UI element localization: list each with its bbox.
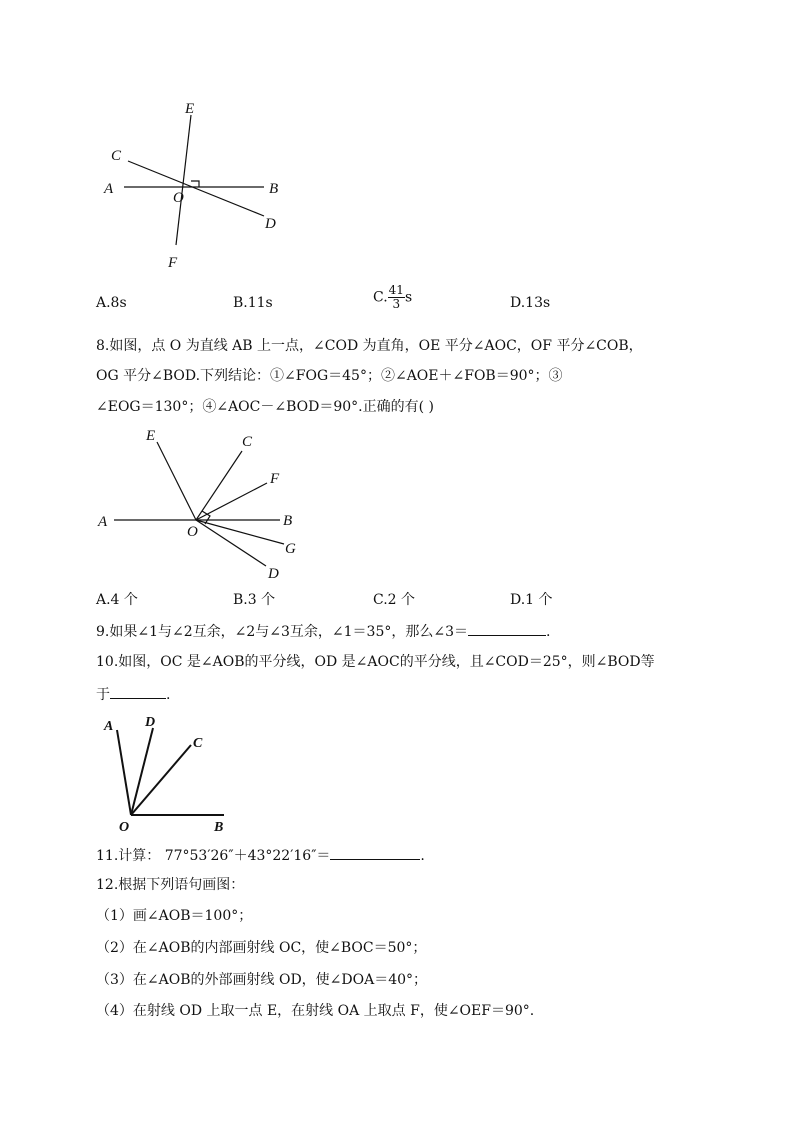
q11-end: . [420,848,425,864]
ray-oa [117,730,131,815]
q10-line-2 [96,684,170,705]
label-a: A [104,181,114,197]
q10-end: . [166,687,171,703]
q8-option-b: B.3 个 [233,592,276,608]
q7-option-a: A.8s [96,295,127,311]
q12-item-2: （2）在∠AOB的内部画射线 OC，使∠BOC＝50°； [96,940,427,956]
label-f: F [270,471,280,487]
fraction [388,284,405,311]
q7-option-c-suffix: s [404,289,413,306]
q10-line-1: 10.如图，OC 是∠AOB的平分线，OD 是∠AOC的平分线，且∠COD＝25°，则∠BOD等 [96,654,655,670]
q9-text: 9.如果∠1与∠2互余，∠2与∠3互余，∠1＝35°，那么∠3＝ [96,624,468,640]
line-cd [128,161,264,216]
q8-option-d: D.1 个 [510,592,553,608]
q8-line-2: OG 平分∠BOD.下列结论：①∠FOG＝45°；②∠AOE＋∠FOB＝90°；③ [96,368,563,384]
q8-option-a: A.4 个 [96,592,138,608]
label-d: D [265,216,276,232]
label-b: B [214,820,224,835]
q8-option-c: C.2 个 [373,592,416,608]
figure-3-diagram [96,712,246,836]
label-d: D [268,566,279,582]
q7-option-c-prefix: C. [373,289,388,306]
q10-answer-blank[interactable] [110,684,166,699]
label-o: O [187,524,198,540]
line-ef [176,115,191,245]
q9-answer-blank[interactable] [468,621,546,636]
ray-og [196,520,284,544]
ray-oc [196,451,242,520]
q9-line [96,621,550,642]
label-c: C [193,736,203,751]
q9-end: . [546,624,551,640]
q8-line-1: 8.如图，点 O 为直线 AB 上一点，∠COD 为直角，OE 平分∠AOC，OF 平分∠COB， [96,338,643,354]
label-b: B [269,181,279,197]
label-e: E [185,101,195,117]
ray-od [196,520,266,566]
q12-item-4: （4）在射线 OD 上取一点 E，在射线 OA 上取点 F，使∠OEF＝90°. [96,1003,535,1019]
fraction-denominator: 3 [392,297,401,311]
figure-2-diagram [96,423,316,585]
fraction-numerator: 41 [388,283,404,297]
q12-title: 12.根据下列语句画图： [96,877,245,893]
q12-item-3: （3）在∠AOB的外部画射线 OD，使∠DOA＝40°； [96,972,428,988]
q8-line-3: ∠EOG＝130°；④∠AOC－∠BOD＝90°.正确的有( ) [96,399,434,415]
label-e: E [146,428,156,444]
q7-option-d: D.13s [510,295,551,311]
q11-answer-blank[interactable] [330,845,420,860]
q10-text-end: 于 [96,687,110,703]
label-d: D [145,715,156,730]
q11-text: 11.计算： 77°53′26″＋43°22′16″＝ [96,848,331,864]
label-a: A [98,514,108,530]
q12-item-1: （1）画∠AOB＝100°； [96,908,253,924]
right-angle-mark [191,181,199,187]
figure-1-diagram [96,95,296,275]
label-f: F [168,255,178,271]
q7-option-c [373,284,412,311]
label-c: C [111,148,122,164]
label-b: B [283,513,293,529]
label-o: O [173,190,184,206]
label-o: O [119,820,130,835]
q7-option-b: B.11s [233,295,273,311]
q11-line [96,845,425,866]
label-g: G [285,541,296,557]
label-a: A [104,719,114,734]
label-c: C [242,434,253,450]
ray-oe [157,442,196,520]
